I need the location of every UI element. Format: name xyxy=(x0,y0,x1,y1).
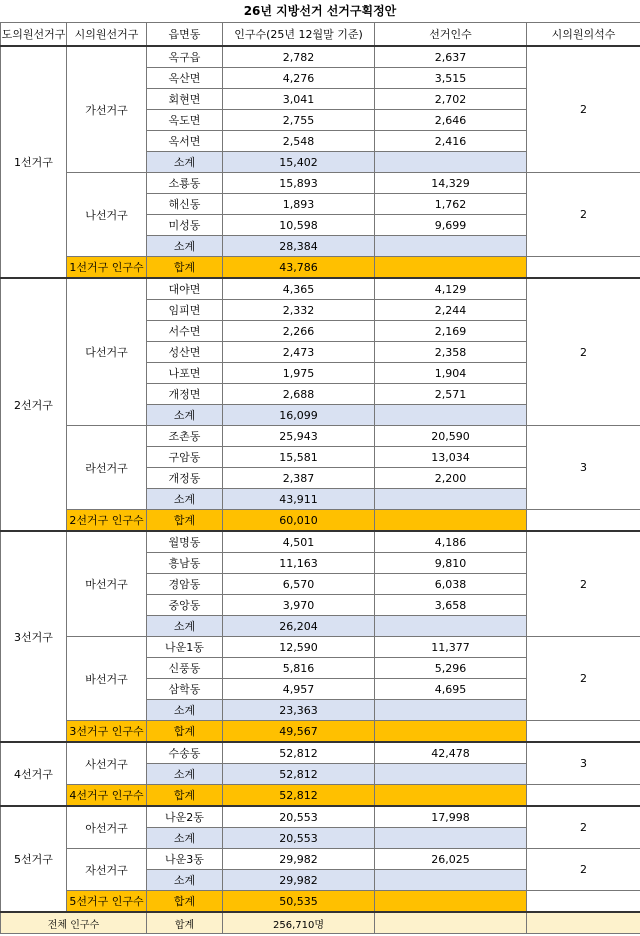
seats-cell: 2 xyxy=(527,637,640,721)
table-row xyxy=(1,806,640,828)
population-cell: 6,570 xyxy=(223,574,375,595)
population-cell: 2,473 xyxy=(223,342,375,363)
town-cell: 옥구읍 xyxy=(147,46,223,68)
town-cell: 나포면 xyxy=(147,363,223,384)
table-row xyxy=(1,173,640,194)
subtotal-label: 소계 xyxy=(147,152,223,173)
subtotal-voters xyxy=(375,405,527,426)
subtotal-label: 소계 xyxy=(147,700,223,721)
subtotal-label: 소계 xyxy=(147,828,223,849)
city-district-cell: 라선거구 xyxy=(67,426,147,510)
seats-cell: 2 xyxy=(527,278,640,426)
population-cell: 4,501 xyxy=(223,531,375,553)
districting-table xyxy=(0,22,640,934)
population-cell: 25,943 xyxy=(223,426,375,447)
subtotal-voters xyxy=(375,700,527,721)
town-cell: 대야면 xyxy=(147,278,223,300)
district-total-voters xyxy=(375,891,527,913)
voters-cell: 1,762 xyxy=(375,194,527,215)
seats-cell: 3 xyxy=(527,742,640,785)
population-cell: 11,163 xyxy=(223,553,375,574)
town-cell: 경암동 xyxy=(147,574,223,595)
province-district-cell: 3선거구 xyxy=(1,531,67,742)
grand-total-value: 256,710명 xyxy=(223,912,375,934)
district-total-word: 합계 xyxy=(147,257,223,279)
voters-cell: 14,329 xyxy=(375,173,527,194)
town-cell: 개정동 xyxy=(147,468,223,489)
population-cell: 10,598 xyxy=(223,215,375,236)
district-total-value: 49,567 xyxy=(223,721,375,743)
table-row xyxy=(1,531,640,553)
seats-cell: 2 xyxy=(527,531,640,637)
city-district-cell: 자선거구 xyxy=(67,849,147,891)
voters-cell: 9,699 xyxy=(375,215,527,236)
town-cell: 신풍동 xyxy=(147,658,223,679)
district-total-seats xyxy=(527,510,640,532)
district-total-label: 3선거구 인구수 xyxy=(67,721,147,743)
town-cell: 미성동 xyxy=(147,215,223,236)
population-cell: 2,332 xyxy=(223,300,375,321)
table-row xyxy=(1,278,640,300)
town-cell: 삼학동 xyxy=(147,679,223,700)
table-row xyxy=(1,849,640,870)
population-cell: 4,365 xyxy=(223,278,375,300)
population-cell: 2,782 xyxy=(223,46,375,68)
town-cell: 조촌동 xyxy=(147,426,223,447)
subtotal-population: 23,363 xyxy=(223,700,375,721)
population-cell: 3,041 xyxy=(223,89,375,110)
seats-cell: 3 xyxy=(527,426,640,510)
town-cell: 옥산면 xyxy=(147,68,223,89)
subtotal-population: 52,812 xyxy=(223,764,375,785)
subtotal-voters xyxy=(375,236,527,257)
page-title: 26년 지방선거 선거구획정안 xyxy=(243,4,397,18)
header-seats: 시의원의석수 xyxy=(527,23,640,47)
header-town: 읍면동 xyxy=(147,23,223,47)
province-district-cell: 4선거구 xyxy=(1,742,67,806)
subtotal-population: 15,402 xyxy=(223,152,375,173)
population-cell: 4,276 xyxy=(223,68,375,89)
subtotal-population: 29,982 xyxy=(223,870,375,891)
district-total-value: 52,812 xyxy=(223,785,375,807)
population-cell: 5,816 xyxy=(223,658,375,679)
population-cell: 1,893 xyxy=(223,194,375,215)
population-cell: 15,581 xyxy=(223,447,375,468)
district-total-label: 2선거구 인구수 xyxy=(67,510,147,532)
district-total-value: 60,010 xyxy=(223,510,375,532)
subtotal-voters xyxy=(375,870,527,891)
district-total-label: 4선거구 인구수 xyxy=(67,785,147,807)
population-cell: 2,548 xyxy=(223,131,375,152)
town-cell: 회현면 xyxy=(147,89,223,110)
population-cell: 3,970 xyxy=(223,595,375,616)
header-province-district: 도의원선거구 xyxy=(1,23,67,47)
population-cell: 52,812 xyxy=(223,742,375,764)
district-total-row xyxy=(1,257,640,279)
voters-cell: 2,244 xyxy=(375,300,527,321)
subtotal-label: 소계 xyxy=(147,764,223,785)
district-total-seats xyxy=(527,891,640,913)
district-total-voters xyxy=(375,785,527,807)
table-body xyxy=(1,46,640,934)
district-total-word: 합계 xyxy=(147,891,223,913)
population-cell: 29,982 xyxy=(223,849,375,870)
voters-cell: 4,129 xyxy=(375,278,527,300)
seats-cell: 2 xyxy=(527,173,640,257)
population-cell: 12,590 xyxy=(223,637,375,658)
city-district-cell: 나선거구 xyxy=(67,173,147,257)
table-row xyxy=(1,426,640,447)
grand-total-row xyxy=(1,912,640,934)
voters-cell: 2,646 xyxy=(375,110,527,131)
town-cell: 흥남동 xyxy=(147,553,223,574)
voters-cell: 5,296 xyxy=(375,658,527,679)
voters-cell: 2,169 xyxy=(375,321,527,342)
town-cell: 서수면 xyxy=(147,321,223,342)
voters-cell: 4,186 xyxy=(375,531,527,553)
city-district-cell: 사선거구 xyxy=(67,742,147,785)
subtotal-population: 28,384 xyxy=(223,236,375,257)
district-total-seats xyxy=(527,257,640,279)
subtotal-voters xyxy=(375,152,527,173)
subtotal-population: 43,911 xyxy=(223,489,375,510)
grand-total-seats xyxy=(527,912,640,934)
voters-cell: 2,637 xyxy=(375,46,527,68)
subtotal-population: 26,204 xyxy=(223,616,375,637)
seats-cell: 2 xyxy=(527,806,640,849)
subtotal-voters xyxy=(375,489,527,510)
header-population: 인구수(25년 12월말 기준) xyxy=(223,23,375,47)
subtotal-voters xyxy=(375,764,527,785)
district-total-word: 합계 xyxy=(147,785,223,807)
subtotal-label: 소계 xyxy=(147,870,223,891)
voters-cell: 6,038 xyxy=(375,574,527,595)
population-cell: 1,975 xyxy=(223,363,375,384)
town-cell: 임피면 xyxy=(147,300,223,321)
voters-cell: 2,200 xyxy=(375,468,527,489)
voters-cell: 3,515 xyxy=(375,68,527,89)
city-district-cell: 마선거구 xyxy=(67,531,147,637)
town-cell: 소룡동 xyxy=(147,173,223,194)
voters-cell: 9,810 xyxy=(375,553,527,574)
voters-cell: 13,034 xyxy=(375,447,527,468)
voters-cell: 2,416 xyxy=(375,131,527,152)
population-cell: 2,755 xyxy=(223,110,375,131)
header-voters: 선거인수 xyxy=(375,23,527,47)
voters-cell: 42,478 xyxy=(375,742,527,764)
subtotal-label: 소계 xyxy=(147,489,223,510)
header-city-district: 시의원선거구 xyxy=(67,23,147,47)
town-cell: 성산면 xyxy=(147,342,223,363)
town-cell: 수송동 xyxy=(147,742,223,764)
seats-cell: 2 xyxy=(527,46,640,173)
voters-cell: 20,590 xyxy=(375,426,527,447)
district-total-seats xyxy=(527,785,640,807)
voters-cell: 2,702 xyxy=(375,89,527,110)
district-total-voters xyxy=(375,257,527,279)
district-total-row xyxy=(1,785,640,807)
town-cell: 나운3동 xyxy=(147,849,223,870)
header-row xyxy=(1,23,640,47)
population-cell: 2,266 xyxy=(223,321,375,342)
population-cell: 20,553 xyxy=(223,806,375,828)
seats-cell: 2 xyxy=(527,849,640,891)
grand-total-word: 합계 xyxy=(147,912,223,934)
subtotal-population: 20,553 xyxy=(223,828,375,849)
table-row xyxy=(1,742,640,764)
voters-cell: 2,358 xyxy=(375,342,527,363)
population-cell: 2,387 xyxy=(223,468,375,489)
population-cell: 4,957 xyxy=(223,679,375,700)
subtotal-label: 소계 xyxy=(147,236,223,257)
city-district-cell: 바선거구 xyxy=(67,637,147,721)
town-cell: 옥도면 xyxy=(147,110,223,131)
voters-cell: 11,377 xyxy=(375,637,527,658)
town-cell: 개정면 xyxy=(147,384,223,405)
district-total-voters xyxy=(375,721,527,743)
voters-cell: 2,571 xyxy=(375,384,527,405)
subtotal-population: 16,099 xyxy=(223,405,375,426)
district-total-label: 1선거구 인구수 xyxy=(67,257,147,279)
province-district-cell: 2선거구 xyxy=(1,278,67,531)
population-cell: 2,688 xyxy=(223,384,375,405)
province-district-cell: 5선거구 xyxy=(1,806,67,912)
subtotal-label: 소계 xyxy=(147,405,223,426)
voters-cell: 4,695 xyxy=(375,679,527,700)
grand-total-voters xyxy=(375,912,527,934)
district-total-row xyxy=(1,510,640,532)
city-district-cell: 아선거구 xyxy=(67,806,147,849)
district-total-word: 합계 xyxy=(147,510,223,532)
subtotal-voters xyxy=(375,616,527,637)
town-cell: 구암동 xyxy=(147,447,223,468)
voters-cell: 17,998 xyxy=(375,806,527,828)
table-row xyxy=(1,46,640,68)
town-cell: 중앙동 xyxy=(147,595,223,616)
district-total-word: 합계 xyxy=(147,721,223,743)
town-cell: 나운2동 xyxy=(147,806,223,828)
province-district-cell: 1선거구 xyxy=(1,46,67,278)
town-cell: 나운1동 xyxy=(147,637,223,658)
grand-total-label: 전체 인구수 xyxy=(1,912,147,934)
city-district-cell: 가선거구 xyxy=(67,46,147,173)
district-total-row xyxy=(1,721,640,743)
voters-cell: 3,658 xyxy=(375,595,527,616)
district-total-voters xyxy=(375,510,527,532)
table-row xyxy=(1,637,640,658)
district-total-value: 43,786 xyxy=(223,257,375,279)
district-total-label: 5선거구 인구수 xyxy=(67,891,147,913)
town-cell: 해신동 xyxy=(147,194,223,215)
subtotal-voters xyxy=(375,828,527,849)
city-district-cell: 다선거구 xyxy=(67,278,147,426)
town-cell: 월명동 xyxy=(147,531,223,553)
voters-cell: 1,904 xyxy=(375,363,527,384)
district-total-row xyxy=(1,891,640,913)
district-total-value: 50,535 xyxy=(223,891,375,913)
subtotal-label: 소계 xyxy=(147,616,223,637)
voters-cell: 26,025 xyxy=(375,849,527,870)
district-total-seats xyxy=(527,721,640,743)
town-cell: 옥서면 xyxy=(147,131,223,152)
population-cell: 15,893 xyxy=(223,173,375,194)
